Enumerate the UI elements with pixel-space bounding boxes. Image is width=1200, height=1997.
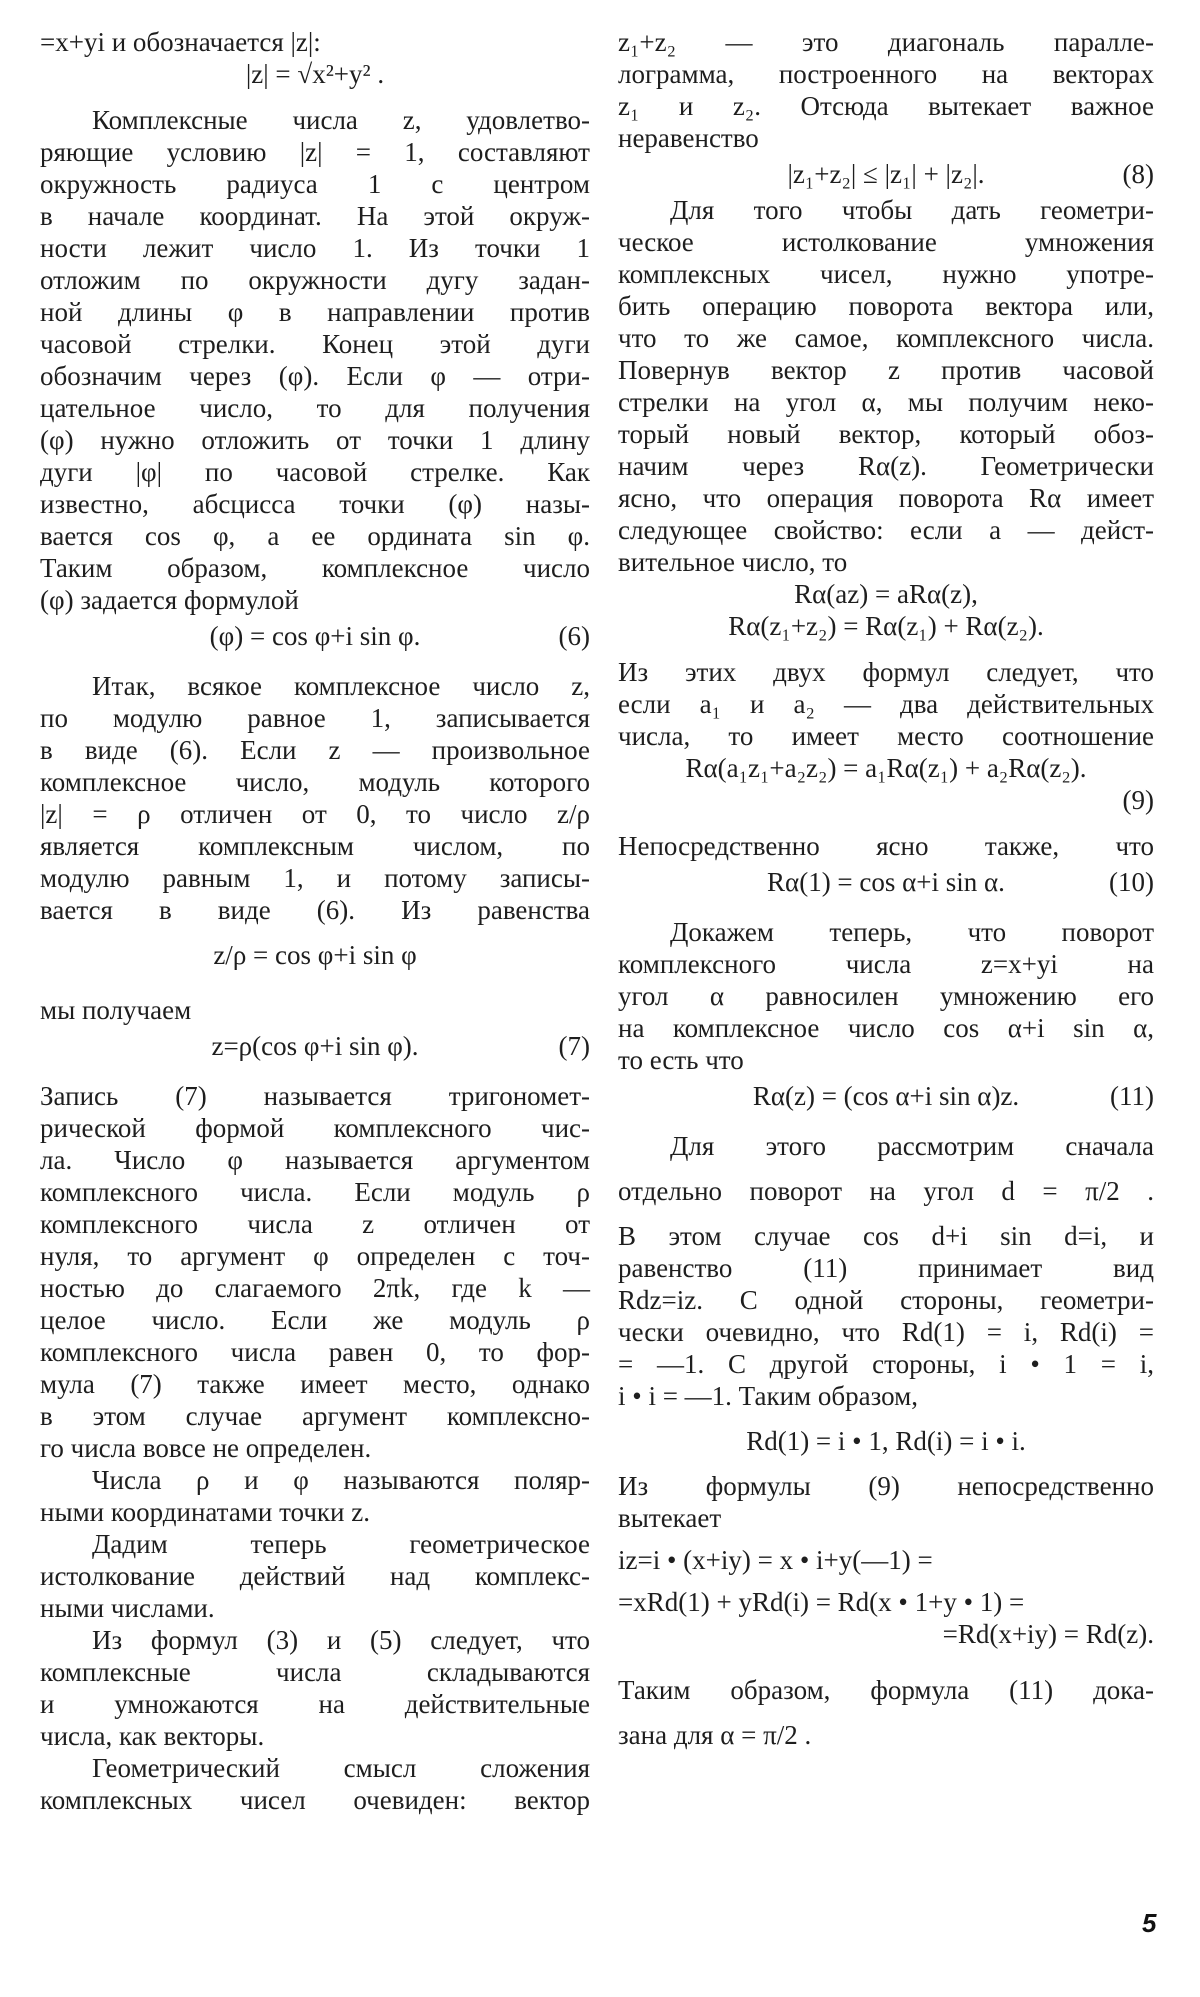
formula-8 bbox=[618, 154, 1154, 194]
text-line: ческое истолкование умножения bbox=[618, 227, 1154, 257]
text-line: дуги |φ| по часовой стрелке. Как bbox=[40, 457, 590, 487]
text-line: Докажем теперь, что поворот bbox=[670, 917, 1154, 947]
formula-iz-3: =Rd(x+iy) = Rd(z). bbox=[942, 1619, 1154, 1649]
text-line: модулю равным 1, и потому записы- bbox=[40, 863, 590, 893]
text-line: i • i = —1. Таким образом, bbox=[618, 1381, 918, 1411]
text-line: Из формулы (9) непосредственно bbox=[618, 1471, 1154, 1501]
text-line: что то же самое, комплексного числа. bbox=[618, 323, 1154, 353]
text-line: отложим по окружности дугу задан- bbox=[40, 265, 590, 295]
text-line: комплексного числа z=x+yi на bbox=[618, 949, 1154, 979]
text-line: (φ) нужно отложить от точки 1 длину bbox=[40, 425, 590, 455]
formula-rotation-linear-2: Rα(z₁+z₂) = Rα(z₁) + Rα(z₂). bbox=[728, 611, 1044, 641]
formula-6 bbox=[40, 616, 590, 656]
formula-ratio: z/ρ = cos φ+i sin φ bbox=[213, 940, 417, 970]
formula-iz-2: =xRd(1) + yRd(i) = Rd(x • 1+y • 1) = bbox=[618, 1587, 1025, 1617]
formula-body: Rα(1) = cos α+i sin α. bbox=[767, 867, 1005, 897]
text-line: = —1. С другой стороны, i • 1 = i, bbox=[618, 1349, 1154, 1379]
text-line: по модулю равное 1, записывается bbox=[40, 703, 590, 733]
text-line: комплексных чисел очевиден: вектор bbox=[40, 1785, 590, 1815]
text-line: то есть что bbox=[618, 1045, 744, 1075]
formula-rotation-linear-1: Rα(az) = aRα(z), bbox=[794, 579, 978, 609]
text-line: Из формул (3) и (5) следует, что bbox=[92, 1625, 590, 1655]
text-line: Повернув вектор z против часовой bbox=[618, 355, 1154, 385]
page-number: 5 bbox=[1142, 1908, 1157, 1938]
text-line: =x+yi и обозначается |z|: bbox=[40, 27, 321, 57]
text-line: цательное число, то для получения bbox=[40, 393, 590, 423]
formula-iz-1: iz=i • (x+iy) = x • i+y(—1) = bbox=[618, 1545, 933, 1575]
formula-9: Rα(a₁z₁+a₂z₂) = a₁Rα(z₁) + a₂Rα(z₂). bbox=[685, 753, 1087, 783]
text-line: Таким образом, формула (11) дока- bbox=[618, 1675, 1154, 1705]
text-line: Из этих двух формул следует, что bbox=[618, 657, 1154, 687]
text-line: числа, то имеет место соотношение bbox=[618, 721, 1154, 751]
text-line: окружность радиуса 1 с центром bbox=[40, 169, 590, 199]
formula-7 bbox=[40, 1026, 590, 1066]
text-line: Таким образом, комплексное число bbox=[40, 553, 590, 583]
equation-number: (6) bbox=[558, 621, 590, 651]
equation-number: (9) bbox=[1122, 785, 1154, 815]
equation-number: (10) bbox=[1109, 867, 1154, 897]
text-line: комплексные числа складываются bbox=[40, 1657, 590, 1687]
left-column bbox=[40, 26, 590, 1816]
text-line: если a₁ и a₂ — два действительных bbox=[618, 689, 1154, 719]
text-line: ными числами. bbox=[40, 1593, 215, 1623]
text-line: В этом случае cos d+i sin d=i, и bbox=[618, 1221, 1154, 1251]
text-line: Итак, всякое комплексное число z, bbox=[92, 671, 590, 701]
text-line: нуля, то аргумент φ определен с точ- bbox=[40, 1241, 590, 1271]
text-line: мы получаем bbox=[40, 995, 192, 1025]
text-line: Непосредственно ясно также, что bbox=[618, 831, 1154, 861]
text-line: вительное число, то bbox=[618, 547, 848, 577]
text-line: вается в виде (6). Из равенства bbox=[40, 895, 590, 925]
text-line: Комплексные числа z, удовлетво- bbox=[92, 105, 590, 135]
formula-rd-values: Rd(1) = i • 1, Rd(i) = i • i. bbox=[746, 1426, 1026, 1456]
right-column bbox=[618, 26, 1154, 1764]
formula-body: (φ) = cos φ+i sin φ. bbox=[209, 621, 421, 651]
text-line: го числа вовсе не определен. bbox=[40, 1433, 372, 1463]
text-line: равенство (11) принимает вид bbox=[618, 1253, 1154, 1283]
text-line: Rdz=iz. С одной стороны, геометри- bbox=[618, 1285, 1154, 1315]
formula-body: |z₁+z₂| ≤ |z₁| + |z₂|. bbox=[787, 159, 985, 189]
text-line: Для того чтобы дать геометри- bbox=[670, 195, 1154, 225]
text-line: комплексных чисел, нужно употре- bbox=[618, 259, 1154, 289]
text-line: вытекает bbox=[618, 1503, 722, 1533]
text-line: мула (7) также имеет место, однако bbox=[40, 1369, 590, 1399]
text-line: часовой стрелки. Конец этой дуги bbox=[40, 329, 590, 359]
text-line: лограмма, построенного на векторах bbox=[618, 59, 1154, 89]
text-line: чески очевидно, что Rd(1) = i, Rd(i) = bbox=[618, 1317, 1154, 1347]
text-line: на комплексное число cos α+i sin α, bbox=[618, 1013, 1154, 1043]
text-line: числа, как векторы. bbox=[40, 1721, 265, 1751]
text-line: целое число. Если же модуль ρ bbox=[40, 1305, 590, 1335]
text-line: |z| = ρ отличен от 0, то число z/ρ bbox=[40, 799, 590, 829]
text-line: зана для α = π/2 . bbox=[618, 1720, 812, 1750]
text-line: Для этого рассмотрим сначала bbox=[670, 1131, 1154, 1161]
equation-number: (7) bbox=[558, 1031, 590, 1061]
text-line: комплексного числа равен 0, то фор- bbox=[40, 1337, 590, 1367]
text-line: Дадим теперь геометрическое bbox=[92, 1529, 590, 1559]
text-line: z₁+z₂ — это диагональ паралле- bbox=[618, 27, 1154, 57]
text-line: ла. Число φ называется аргументом bbox=[40, 1145, 590, 1175]
text-line: Запись (7) называется тригономет- bbox=[40, 1081, 590, 1111]
equation-number: (8) bbox=[1122, 159, 1154, 189]
text-line: является комплексным числом, по bbox=[40, 831, 590, 861]
text-line: (φ) задается формулой bbox=[40, 585, 299, 615]
text-line: угол α равносилен умножению его bbox=[618, 981, 1154, 1011]
text-line: рической формой комплексного чис- bbox=[40, 1113, 590, 1143]
text-line: неравенство bbox=[618, 123, 759, 153]
text-line: ными координатами точки z. bbox=[40, 1497, 370, 1527]
text-line: комплексного числа. Если модуль ρ bbox=[40, 1177, 590, 1207]
text-line: ряющие условию |z| = 1, составляют bbox=[40, 137, 590, 167]
text-line: обозначим через (φ). Если φ — отри- bbox=[40, 361, 590, 391]
equation-number: (11) bbox=[1110, 1081, 1154, 1111]
text-line: комплексного числа z отличен от bbox=[40, 1209, 590, 1239]
formula-body: z=ρ(cos φ+i sin φ). bbox=[211, 1031, 419, 1061]
text-line: отдельно поворот на угол d = π/2 . bbox=[618, 1176, 1154, 1206]
text-line: и умножаются на действительные bbox=[40, 1689, 590, 1719]
text-line: начим через Rα(z). Геометрически bbox=[618, 451, 1154, 481]
text-line: бить операцию поворота вектора или, bbox=[618, 291, 1154, 321]
text-line: ясно, что операция поворота Rα имеет bbox=[618, 483, 1154, 513]
text-line: в начале координат. На этой окруж- bbox=[40, 201, 590, 231]
text-line: ностью до слагаемого 2πk, где k — bbox=[40, 1273, 590, 1303]
text-line: Числа ρ и φ называются поляр- bbox=[92, 1465, 590, 1495]
text-line: стрелки на угол α, мы получим неко- bbox=[618, 387, 1154, 417]
text-line: Геометрический смысл сложения bbox=[92, 1753, 590, 1783]
text-line: вается cos φ, а ее ордината sin φ. bbox=[40, 521, 590, 551]
text-line: в этом случае аргумент комплексно- bbox=[40, 1401, 590, 1431]
text-line: комплексное число, модуль которого bbox=[40, 767, 590, 797]
text-line: в виде (6). Если z — произвольное bbox=[40, 735, 590, 765]
formula-10 bbox=[618, 862, 1154, 902]
text-line: истолкование действий над комплекс- bbox=[40, 1561, 590, 1591]
formula-11 bbox=[618, 1076, 1154, 1116]
text-line: следующее свойство: если a — дейст- bbox=[618, 515, 1154, 545]
text-line: торый новый вектор, который обоз- bbox=[618, 419, 1154, 449]
formula-body: Rα(z) = (cos α+i sin α)z. bbox=[752, 1081, 1020, 1111]
text-line: z₁ и z₂. Отсюда вытекает важное bbox=[618, 91, 1154, 121]
text-line: ности лежит число 1. Из точки 1 bbox=[40, 233, 590, 263]
text-line: ной длины φ в направлении против bbox=[40, 297, 590, 327]
text-line: известно, абсцисса точки (φ) назы- bbox=[40, 489, 590, 519]
formula-modulus: |z| = √x²+y² . bbox=[245, 59, 385, 89]
